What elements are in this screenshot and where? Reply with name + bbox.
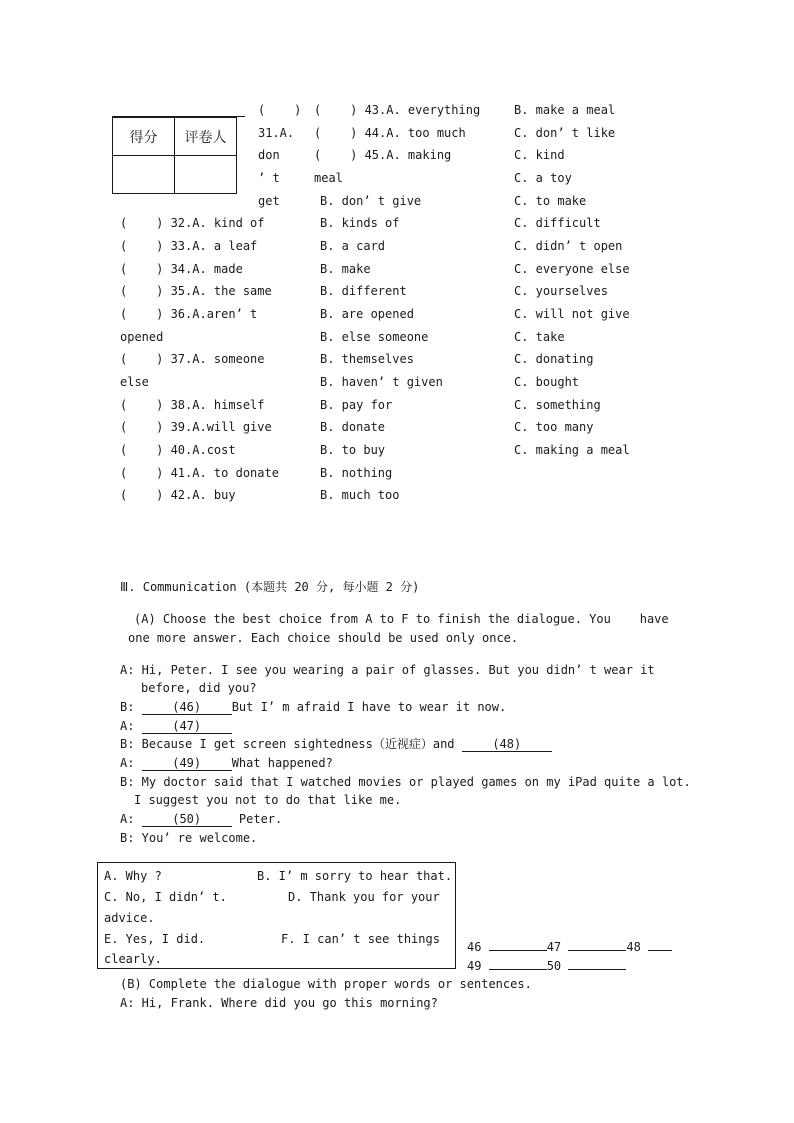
partB-dialogue-line-1: A: Hi, Frank. Where did you go this morning? [120, 996, 438, 1010]
cloze-r15-c1: ( ) 39.A.will give [120, 420, 272, 434]
cloze-r2-c1: 31.A. [258, 126, 295, 140]
cloze-r16-c3: C. making a meal [514, 443, 630, 457]
cloze-r1-c1: ( ) [258, 103, 302, 117]
option-f: F. I can’ t see things [281, 932, 440, 946]
cloze-r7-c2: B. a card [320, 239, 386, 253]
cloze-r4-c1: ’ t [258, 171, 280, 185]
answer-blank-47[interactable] [568, 938, 626, 951]
cloze-r2-c2: ( ) 44.A. too much [314, 126, 466, 140]
cloze-r14-c2: B. pay for [320, 398, 393, 412]
cloze-r13-c3: C. bought [514, 375, 580, 389]
cloze-r9-c1: ( ) 35.A. the same [120, 284, 272, 298]
option-d: D. Thank you for your [288, 890, 440, 904]
cloze-r12-c2: B. themselves [320, 352, 414, 366]
blank-50[interactable]: (50) [142, 812, 232, 827]
cloze-r11-c3: C. take [514, 330, 565, 344]
cloze-r13-c1: else [120, 375, 149, 389]
cloze-r7-c3: C. didn’ t open [514, 239, 623, 253]
cloze-r14-c1: ( ) 38.A. himself [120, 398, 265, 412]
cloze-r9-c3: C. yourselves [514, 284, 608, 298]
cloze-r2-c3: C. don’ t like [514, 126, 616, 140]
cloze-r14-c3: C. something [514, 398, 601, 412]
cloze-r3-c3: C. kind [514, 148, 565, 162]
answer-row-1 [467, 938, 672, 955]
partA-instruction-line1: (A) Choose the best choice from A to F to finish the dialogue. You have [134, 612, 669, 626]
dialogue-line-6a: B: My doctor said that I watched movies or played games on my iPad quite a lot. [120, 775, 691, 789]
dialogue-line-7 [120, 811, 282, 827]
cloze-r8-c2: B. make [320, 262, 371, 276]
score-table [112, 117, 237, 194]
speaker-label: B: [120, 700, 142, 714]
blank-48[interactable]: (48) [462, 737, 552, 752]
dialogue-line-6b: I suggest you not to do that like me. [134, 793, 402, 807]
cloze-r12-c1: ( ) 37.A. someone [120, 352, 265, 366]
option-a: A. Why ? [104, 869, 162, 883]
cloze-r3-c2: ( ) 45.A. making [314, 148, 452, 162]
cloze-r15-c3: C. too many [514, 420, 594, 434]
answer-blank-48[interactable] [648, 938, 672, 951]
option-c: C. No, I didn’ t. [104, 890, 227, 904]
cloze-r16-c1: ( ) 40.A.cost [120, 443, 236, 457]
dialogue-text: Peter. [231, 812, 283, 826]
cloze-r1-c2: ( ) 43.A. everything [314, 103, 481, 117]
cloze-r5-c1: get [258, 194, 280, 208]
cloze-r4-c2: meal [314, 171, 343, 185]
grader-cell [175, 156, 237, 194]
cloze-r5-c3: C. to make [514, 194, 587, 208]
dialogue-text: What happened? [231, 756, 333, 770]
cloze-r4-c3: C. a toy [514, 171, 572, 185]
option-b: B. I’ m sorry to hear that. [257, 869, 453, 883]
dialogue-line-3 [120, 718, 232, 734]
cloze-r6-c3: C. difficult [514, 216, 601, 230]
speaker-label: A: [120, 719, 142, 733]
cloze-r10-c3: C. will not give [514, 307, 630, 321]
cloze-r10-c1: ( ) 36.A.aren’ t [120, 307, 258, 321]
cloze-r18-c1: ( ) 42.A. buy [120, 488, 236, 502]
blank-47[interactable]: (47) [142, 719, 232, 734]
dialogue-line-4 [120, 736, 552, 752]
dialogue-text: But I’ m afraid I have to wear it now. [231, 700, 507, 714]
answer-number: 47 [546, 940, 562, 954]
cloze-r11-c2: B. else someone [320, 330, 429, 344]
cloze-r1-c3: B. make a meal [514, 103, 616, 117]
cloze-r12-c3: C. donating [514, 352, 594, 366]
dialogue-line-5 [120, 755, 333, 771]
cloze-r6-c2: B. kinds of [320, 216, 400, 230]
cloze-r15-c2: B. donate [320, 420, 386, 434]
answer-blank-46[interactable] [489, 938, 547, 951]
section-heading: Ⅲ. Communication (本题共 20 分, 每小题 2 分) [120, 580, 420, 594]
cloze-r17-c2: B. nothing [320, 466, 393, 480]
dialogue-line-8: B: You’ re welcome. [120, 831, 258, 845]
blank-46[interactable]: (46) [142, 700, 232, 715]
option-d-cont: advice. [104, 911, 155, 925]
speaker-label: A: [120, 756, 142, 770]
answer-number: 48 [626, 940, 641, 954]
partB-instruction: (B) Complete the dialogue with proper words or sentences. [120, 977, 532, 991]
cloze-r17-c1: ( ) 41.A. to donate [120, 466, 279, 480]
cloze-r7-c1: ( ) 33.A. a leaf [120, 239, 258, 253]
answer-number: 49 [467, 959, 482, 973]
answer-blank-50[interactable] [568, 957, 626, 970]
cloze-r16-c2: B. to buy [320, 443, 386, 457]
score-cell [113, 156, 175, 194]
answer-number: 46 [467, 940, 482, 954]
cloze-r10-c2: B. are opened [320, 307, 414, 321]
dialogue-text: B: Because I get screen sightedness（近视症）and [120, 737, 462, 751]
dialogue-line-2 [120, 699, 506, 715]
option-e: E. Yes, I did. [104, 932, 206, 946]
cloze-r3-c1: don [258, 148, 280, 162]
answer-number: 50 [546, 959, 562, 973]
cloze-r5-c2: B. don’ t give [320, 194, 422, 208]
dialogue-line-1b: before, did you? [141, 681, 257, 695]
option-f-cont: clearly. [104, 952, 162, 966]
partA-instruction-line2: one more answer. Each choice should be used only once. [128, 631, 519, 645]
score-header: 得分 [113, 118, 175, 156]
cloze-r13-c2: B. haven’ t given [320, 375, 443, 389]
cloze-r8-c3: C. everyone else [514, 262, 630, 276]
cloze-r9-c2: B. different [320, 284, 407, 298]
dialogue-line-1a: A: Hi, Peter. I see you wearing a pair of glasses. But you didn’ t wear it [120, 663, 655, 677]
answer-blank-49[interactable] [489, 957, 547, 970]
blank-49[interactable]: (49) [142, 756, 232, 771]
cloze-r11-c1: opened [120, 330, 164, 344]
speaker-label: A: [120, 812, 142, 826]
grader-header: 评卷人 [175, 118, 237, 156]
cloze-r18-c2: B. much too [320, 488, 400, 502]
cloze-r6-c1: ( ) 32.A. kind of [120, 216, 265, 230]
cloze-r8-c1: ( ) 34.A. made [120, 262, 243, 276]
answer-row-2 [467, 957, 626, 974]
